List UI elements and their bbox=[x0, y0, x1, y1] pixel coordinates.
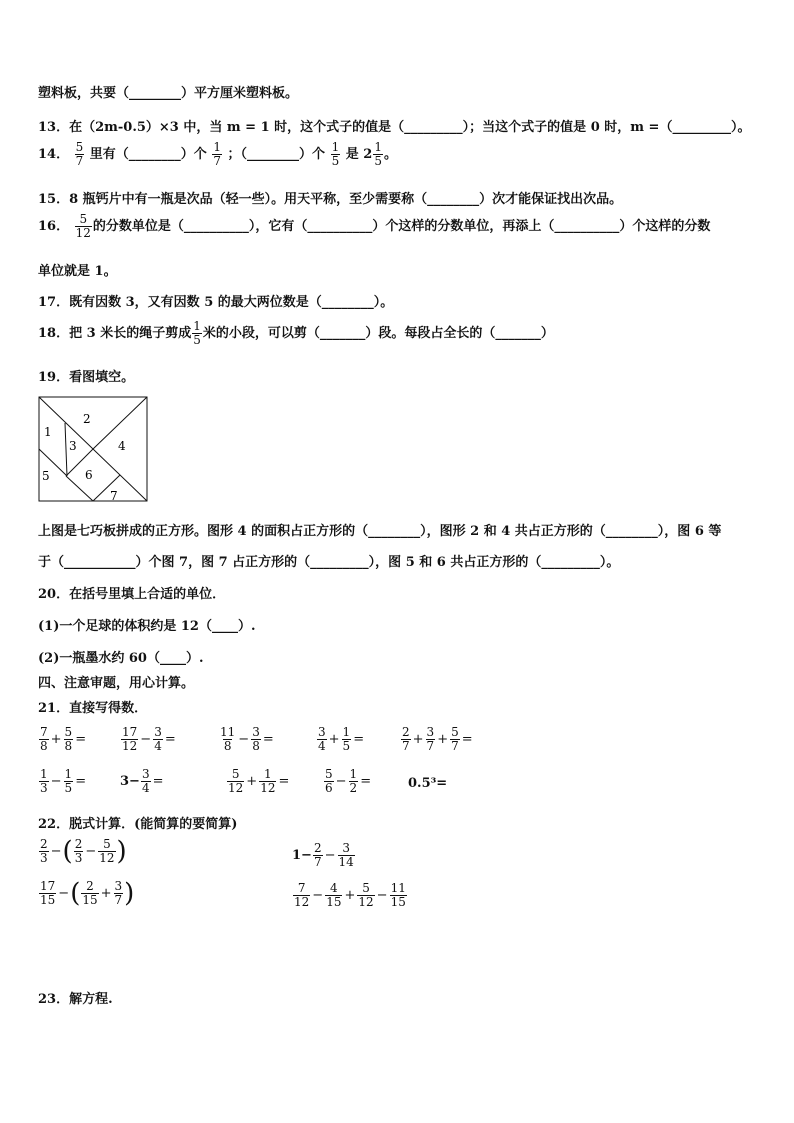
equals-sign: = bbox=[353, 732, 365, 747]
equals-sign: = bbox=[360, 774, 372, 789]
operator: + bbox=[437, 732, 449, 747]
q14-text-2: ；（________）个 bbox=[227, 147, 326, 162]
question-20 bbox=[38, 583, 225, 602]
piece-label: 5 bbox=[42, 469, 50, 483]
q16-text-continued: 单位就是 1。 bbox=[38, 264, 117, 279]
fraction: $\frac{3}{14}$ bbox=[338, 841, 354, 869]
q16-number: 16． bbox=[38, 219, 70, 234]
fraction: $\frac{5}{12}$ bbox=[99, 837, 115, 865]
fraction: $\frac{4}{15}$ bbox=[326, 881, 342, 909]
operator: + bbox=[328, 732, 340, 747]
q22-number: 22． bbox=[38, 817, 70, 832]
equals-sign: = bbox=[164, 732, 176, 747]
fraction: $\frac{3}{4}$ bbox=[154, 725, 162, 753]
q20-part-1: (1)一个足球的体积约是 12（____）. bbox=[38, 619, 256, 634]
q21-expression bbox=[218, 726, 275, 753]
question-21 bbox=[38, 697, 147, 716]
q22-expression-2: 1− $\frac{2}{7}$ − $\frac{3}{14}$ bbox=[292, 841, 354, 869]
fraction: $\frac{1}{5}$ bbox=[331, 140, 340, 168]
q20-title: 在括号里填上合适的单位． bbox=[69, 587, 226, 602]
operator: + bbox=[412, 732, 424, 747]
q14-text-3: 是 2 bbox=[345, 147, 373, 162]
q21-number: 21． bbox=[38, 701, 70, 716]
q21-expression bbox=[226, 768, 290, 795]
q19-number: 19． bbox=[38, 370, 70, 385]
q22-expression-1: $\frac{2}{3}$ −( $\frac{2}{3}$ − $\frac{5}{12}$ ) bbox=[40, 836, 127, 867]
q19-text-2: 于（___________）个图 7，图 7 占正方形的（_________），图 5 和 6 共占正方形的（_________）。 bbox=[38, 555, 620, 570]
fraction: $\frac{17}{12}$ bbox=[122, 725, 138, 753]
fraction: $\frac{3}{4}$ bbox=[141, 767, 150, 795]
q21-expression bbox=[323, 768, 372, 795]
question-15 bbox=[38, 188, 622, 207]
piece-label: 2 bbox=[83, 412, 91, 426]
q18-number: 18． bbox=[38, 326, 70, 341]
piece-label: 7 bbox=[110, 489, 118, 503]
tangram-line bbox=[65, 423, 67, 476]
q12-tail: 塑料板，共要（________）平方厘米塑料板。 bbox=[38, 86, 299, 101]
q21-expression bbox=[38, 726, 87, 753]
fraction: $\frac{1}{12}$ bbox=[260, 767, 276, 795]
operator: − bbox=[238, 732, 250, 747]
q14-text-4: 。 bbox=[383, 147, 397, 162]
q21-title: 直接写得数． bbox=[69, 701, 148, 716]
q14-number: 14． bbox=[38, 147, 70, 162]
piece-label: 3 bbox=[69, 439, 77, 453]
q16-text: 的分数单位是（__________），它有（__________）个这样的分数单位，再添上（__________）个这样的分数 bbox=[92, 219, 711, 234]
fraction: $\frac{1}{5}$ bbox=[193, 319, 201, 347]
operator: − bbox=[50, 774, 62, 789]
fraction: $\frac{2}{7}$ bbox=[402, 725, 410, 753]
fraction: $\frac{3}{7}$ bbox=[426, 725, 435, 753]
fraction: $\frac{2}{3}$ bbox=[40, 837, 48, 865]
q21-expression bbox=[120, 768, 165, 795]
equals-sign: = bbox=[262, 732, 274, 747]
q15-number: 15． bbox=[38, 192, 70, 207]
fraction: $\frac{2}{7}$ bbox=[313, 841, 322, 869]
fraction: $\frac{7}{12}$ bbox=[294, 881, 310, 909]
equals-sign: = bbox=[75, 732, 87, 747]
question-17 bbox=[38, 291, 393, 310]
fraction: $\frac{11}{8}$ bbox=[220, 725, 236, 753]
fraction: $\frac{1}{5}$ bbox=[64, 767, 73, 795]
operator: + bbox=[50, 732, 62, 747]
fraction: $\frac{1}{7}$ bbox=[213, 140, 221, 168]
q23-number: 23． bbox=[38, 992, 70, 1007]
q22-title: 脱式计算．(能简算的要简算) bbox=[69, 817, 238, 832]
fraction: $\frac{5}{6}$ bbox=[325, 767, 333, 795]
piece-label: 1 bbox=[44, 425, 52, 439]
q21-expression bbox=[316, 726, 365, 753]
fraction: $\frac{3}{4}$ bbox=[318, 725, 326, 753]
fraction: $\frac{2}{3}$ bbox=[74, 837, 83, 865]
equals-sign: = bbox=[461, 732, 473, 747]
fraction: $\frac{5}{12}$ bbox=[228, 767, 244, 795]
fraction: $\frac{5}{12}$ bbox=[75, 212, 91, 240]
fraction: $\frac{5}{12}$ bbox=[358, 881, 374, 909]
fraction: $\frac{1}{3}$ bbox=[40, 767, 48, 795]
fraction: $\frac{1}{2}$ bbox=[349, 767, 358, 795]
fraction: $\frac{1}{5}$ bbox=[374, 140, 382, 168]
piece-label: 4 bbox=[118, 439, 126, 453]
q20-part-2: (2)一瓶墨水约 60（____）. bbox=[38, 651, 204, 666]
q14-text-1: 里有（________）个 bbox=[89, 147, 207, 162]
fraction: $\frac{1}{5}$ bbox=[342, 725, 351, 753]
leading-term: 3− bbox=[120, 774, 140, 789]
q21-expression bbox=[408, 776, 447, 791]
q15-text: 8 瓶钙片中有一瓶是次品（轻一些）。用天平称，至少需要称（________）次才能保证找出次品。 bbox=[69, 192, 623, 207]
operator: − bbox=[140, 732, 152, 747]
section-heading: 四、注意审题，用心计算。 bbox=[38, 676, 195, 691]
q13-text: 在（2m-0.5）×3 中，当 m = 1 时，这个式子的值是（_________）；当这个式子的值是 0 时，m =（_________）。 bbox=[69, 120, 751, 135]
fraction: $\frac{3}{7}$ bbox=[114, 879, 123, 907]
q17-text: 既有因数 3，又有因数 5 的最大两位数是（________）。 bbox=[69, 295, 394, 310]
q21-expression bbox=[120, 726, 177, 753]
fraction: $\frac{5}{7}$ bbox=[451, 725, 459, 753]
operator: − bbox=[335, 774, 347, 789]
operator: + bbox=[246, 774, 258, 789]
question-14 bbox=[38, 141, 397, 168]
q23-title: 解方程. bbox=[69, 992, 113, 1007]
fraction: $\frac{5}{7}$ bbox=[75, 140, 84, 168]
question-22 bbox=[38, 813, 237, 832]
q19-title: 看图填空。 bbox=[69, 370, 135, 385]
q18-text-2: 米的小段，可以剪（_______）段。每段占全长的（_______） bbox=[202, 326, 554, 341]
q21-expression bbox=[400, 726, 474, 753]
equals-sign: = bbox=[278, 774, 290, 789]
question-13 bbox=[38, 116, 750, 135]
q17-number: 17． bbox=[38, 295, 70, 310]
piece-label: 6 bbox=[85, 468, 93, 482]
tangram-figure bbox=[38, 396, 150, 504]
fraction: $\frac{11}{15}$ bbox=[390, 881, 406, 909]
q18-text-1: 把 3 米长的绳子剪成 bbox=[69, 326, 192, 341]
question-23 bbox=[38, 988, 113, 1007]
fraction: $\frac{5}{8}$ bbox=[64, 725, 73, 753]
fraction: $\frac{17}{15}$ bbox=[40, 879, 56, 907]
q19-text-1: 上图是七巧板拼成的正方形。图形 4 的面积占正方形的（________），图形 2 和 4 共占正方形的（________），图 6 等 bbox=[38, 524, 722, 539]
fraction: $\frac{2}{15}$ bbox=[82, 879, 98, 907]
power-expression: 0.5³= bbox=[408, 776, 448, 791]
q22-expression-3: $\frac{17}{15}$ −( $\frac{2}{15}$ + $\frac{3}{7}$ ) bbox=[40, 878, 135, 909]
question-18 bbox=[38, 320, 554, 347]
q20-number: 20． bbox=[38, 587, 70, 602]
equals-sign: = bbox=[75, 774, 87, 789]
equals-sign: = bbox=[152, 774, 164, 789]
q22-expression-4: $\frac{7}{12}$ − $\frac{4}{15}$ + $\frac{5}{12}$ − $\frac{11}{15}$ bbox=[294, 881, 406, 909]
fraction: $\frac{3}{8}$ bbox=[252, 725, 260, 753]
question-19 bbox=[38, 366, 134, 385]
question-16 bbox=[38, 213, 710, 240]
q21-expression bbox=[38, 768, 87, 795]
q13-number: 13． bbox=[38, 120, 70, 135]
fraction: $\frac{7}{8}$ bbox=[40, 725, 48, 753]
